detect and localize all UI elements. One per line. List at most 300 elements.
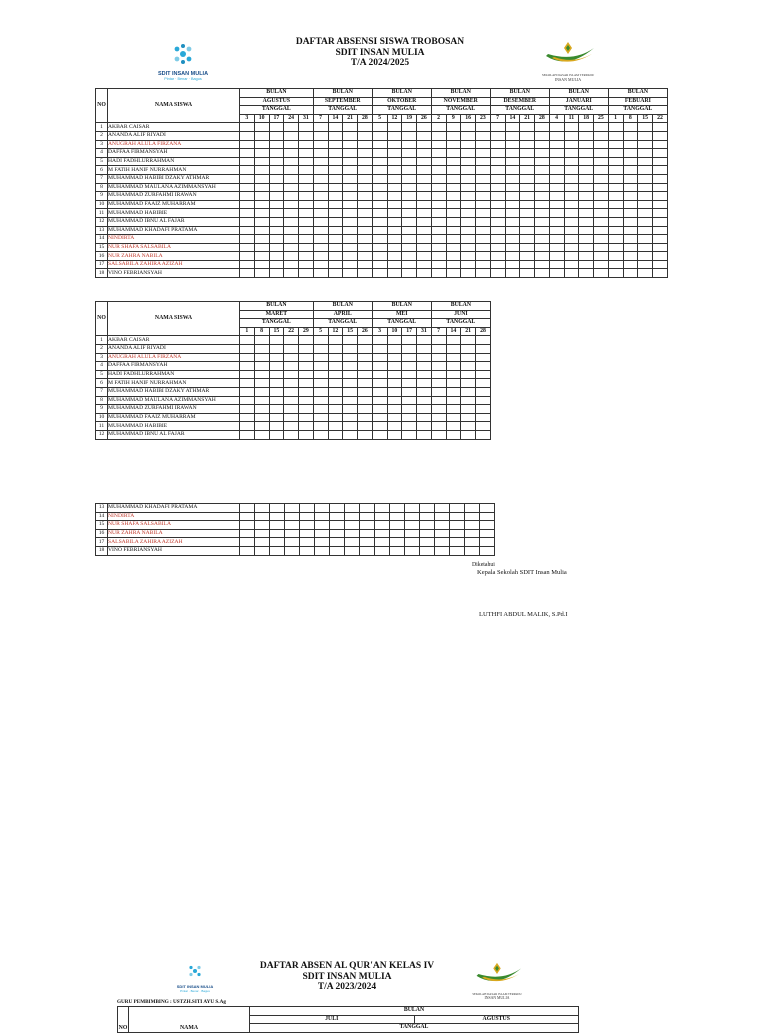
attendance-cell[interactable] — [505, 252, 520, 261]
attendance-cell[interactable] — [240, 123, 255, 132]
attendance-cell[interactable] — [387, 370, 402, 379]
attendance-cell[interactable] — [549, 192, 564, 201]
attendance-cell[interactable] — [343, 413, 358, 422]
attendance-cell[interactable] — [254, 157, 269, 166]
attendance-cell[interactable] — [417, 379, 432, 388]
attendance-cell[interactable] — [372, 260, 387, 269]
attendance-cell[interactable] — [594, 157, 609, 166]
attendance-cell[interactable] — [240, 336, 255, 345]
attendance-cell[interactable] — [476, 166, 491, 175]
attendance-cell[interactable] — [285, 504, 300, 513]
attendance-cell[interactable] — [299, 183, 314, 192]
attendance-cell[interactable] — [313, 362, 328, 371]
attendance-cell[interactable] — [372, 157, 387, 166]
attendance-cell[interactable] — [549, 269, 564, 278]
attendance-cell[interactable] — [402, 174, 417, 183]
attendance-cell[interactable] — [328, 217, 343, 226]
attendance-cell[interactable] — [623, 123, 638, 132]
attendance-cell[interactable] — [417, 217, 432, 226]
attendance-cell[interactable] — [254, 344, 269, 353]
attendance-cell[interactable] — [461, 405, 476, 414]
attendance-cell[interactable] — [461, 149, 476, 158]
attendance-cell[interactable] — [375, 538, 390, 547]
attendance-cell[interactable] — [328, 131, 343, 140]
attendance-cell[interactable] — [269, 430, 284, 439]
attendance-cell[interactable] — [299, 166, 314, 175]
attendance-cell[interactable] — [476, 370, 491, 379]
attendance-cell[interactable] — [299, 217, 314, 226]
attendance-cell[interactable] — [431, 209, 446, 218]
attendance-cell[interactable] — [431, 183, 446, 192]
attendance-cell[interactable] — [417, 269, 432, 278]
attendance-cell[interactable] — [431, 387, 446, 396]
attendance-cell[interactable] — [269, 174, 284, 183]
attendance-cell[interactable] — [420, 546, 435, 555]
attendance-cell[interactable] — [313, 370, 328, 379]
attendance-cell[interactable] — [535, 209, 550, 218]
attendance-cell[interactable] — [446, 422, 461, 431]
attendance-cell[interactable] — [270, 504, 285, 513]
attendance-cell[interactable] — [446, 226, 461, 235]
attendance-cell[interactable] — [505, 209, 520, 218]
attendance-cell[interactable] — [594, 192, 609, 201]
attendance-cell[interactable] — [372, 235, 387, 244]
attendance-cell[interactable] — [313, 413, 328, 422]
attendance-cell[interactable] — [549, 149, 564, 158]
attendance-cell[interactable] — [299, 269, 314, 278]
attendance-cell[interactable] — [653, 131, 668, 140]
attendance-cell[interactable] — [461, 209, 476, 218]
attendance-cell[interactable] — [343, 226, 358, 235]
attendance-cell[interactable] — [461, 200, 476, 209]
attendance-cell[interactable] — [446, 362, 461, 371]
attendance-cell[interactable] — [505, 166, 520, 175]
attendance-cell[interactable] — [372, 140, 387, 149]
attendance-cell[interactable] — [285, 546, 300, 555]
attendance-cell[interactable] — [358, 370, 373, 379]
attendance-cell[interactable] — [285, 521, 300, 530]
attendance-cell[interactable] — [328, 226, 343, 235]
attendance-cell[interactable] — [549, 226, 564, 235]
attendance-cell[interactable] — [446, 370, 461, 379]
attendance-cell[interactable] — [328, 209, 343, 218]
attendance-cell[interactable] — [490, 226, 505, 235]
attendance-cell[interactable] — [476, 344, 491, 353]
attendance-cell[interactable] — [579, 166, 594, 175]
attendance-cell[interactable] — [417, 149, 432, 158]
attendance-cell[interactable] — [461, 379, 476, 388]
attendance-cell[interactable] — [299, 430, 314, 439]
attendance-cell[interactable] — [343, 336, 358, 345]
attendance-cell[interactable] — [358, 269, 373, 278]
attendance-cell[interactable] — [387, 344, 402, 353]
attendance-cell[interactable] — [638, 252, 653, 261]
attendance-cell[interactable] — [623, 217, 638, 226]
attendance-cell[interactable] — [390, 512, 405, 521]
attendance-cell[interactable] — [387, 269, 402, 278]
attendance-cell[interactable] — [372, 252, 387, 261]
attendance-cell[interactable] — [284, 336, 299, 345]
attendance-cell[interactable] — [330, 512, 345, 521]
attendance-cell[interactable] — [269, 269, 284, 278]
attendance-cell[interactable] — [608, 260, 623, 269]
attendance-cell[interactable] — [360, 521, 375, 530]
attendance-cell[interactable] — [254, 405, 269, 414]
attendance-cell[interactable] — [387, 362, 402, 371]
attendance-cell[interactable] — [535, 200, 550, 209]
attendance-cell[interactable] — [255, 538, 270, 547]
attendance-cell[interactable] — [564, 243, 579, 252]
attendance-cell[interactable] — [623, 252, 638, 261]
attendance-cell[interactable] — [358, 192, 373, 201]
attendance-cell[interactable] — [387, 174, 402, 183]
attendance-cell[interactable] — [299, 243, 314, 252]
attendance-cell[interactable] — [358, 243, 373, 252]
attendance-cell[interactable] — [345, 538, 360, 547]
attendance-cell[interactable] — [579, 209, 594, 218]
attendance-cell[interactable] — [417, 200, 432, 209]
attendance-cell[interactable] — [300, 512, 315, 521]
attendance-cell[interactable] — [431, 269, 446, 278]
attendance-cell[interactable] — [520, 149, 535, 158]
attendance-cell[interactable] — [402, 149, 417, 158]
attendance-cell[interactable] — [240, 344, 255, 353]
attendance-cell[interactable] — [313, 260, 328, 269]
attendance-cell[interactable] — [623, 260, 638, 269]
attendance-cell[interactable] — [269, 422, 284, 431]
attendance-cell[interactable] — [505, 200, 520, 209]
attendance-cell[interactable] — [461, 269, 476, 278]
attendance-cell[interactable] — [594, 166, 609, 175]
attendance-cell[interactable] — [446, 140, 461, 149]
attendance-cell[interactable] — [313, 174, 328, 183]
attendance-cell[interactable] — [480, 529, 495, 538]
attendance-cell[interactable] — [490, 157, 505, 166]
attendance-cell[interactable] — [623, 166, 638, 175]
attendance-cell[interactable] — [345, 512, 360, 521]
attendance-cell[interactable] — [535, 252, 550, 261]
attendance-cell[interactable] — [254, 200, 269, 209]
attendance-cell[interactable] — [343, 192, 358, 201]
attendance-cell[interactable] — [240, 269, 255, 278]
attendance-cell[interactable] — [608, 140, 623, 149]
attendance-cell[interactable] — [240, 166, 255, 175]
attendance-cell[interactable] — [328, 336, 343, 345]
attendance-cell[interactable] — [490, 200, 505, 209]
attendance-cell[interactable] — [299, 140, 314, 149]
attendance-cell[interactable] — [284, 140, 299, 149]
attendance-cell[interactable] — [520, 192, 535, 201]
attendance-cell[interactable] — [284, 217, 299, 226]
attendance-cell[interactable] — [240, 430, 255, 439]
attendance-cell[interactable] — [358, 387, 373, 396]
attendance-cell[interactable] — [387, 430, 402, 439]
attendance-cell[interactable] — [446, 430, 461, 439]
attendance-cell[interactable] — [564, 131, 579, 140]
attendance-cell[interactable] — [535, 183, 550, 192]
attendance-cell[interactable] — [254, 362, 269, 371]
attendance-cell[interactable] — [638, 260, 653, 269]
attendance-cell[interactable] — [254, 243, 269, 252]
attendance-cell[interactable] — [240, 149, 255, 158]
attendance-cell[interactable] — [402, 353, 417, 362]
attendance-cell[interactable] — [417, 362, 432, 371]
attendance-cell[interactable] — [387, 379, 402, 388]
attendance-cell[interactable] — [623, 192, 638, 201]
attendance-cell[interactable] — [490, 174, 505, 183]
attendance-cell[interactable] — [240, 260, 255, 269]
attendance-cell[interactable] — [240, 362, 255, 371]
attendance-cell[interactable] — [579, 200, 594, 209]
attendance-cell[interactable] — [461, 430, 476, 439]
attendance-cell[interactable] — [387, 226, 402, 235]
attendance-cell[interactable] — [490, 166, 505, 175]
attendance-cell[interactable] — [446, 405, 461, 414]
attendance-cell[interactable] — [579, 252, 594, 261]
attendance-cell[interactable] — [358, 200, 373, 209]
attendance-cell[interactable] — [299, 413, 314, 422]
attendance-cell[interactable] — [549, 123, 564, 132]
attendance-cell[interactable] — [450, 538, 465, 547]
attendance-cell[interactable] — [608, 243, 623, 252]
attendance-cell[interactable] — [623, 174, 638, 183]
attendance-cell[interactable] — [390, 538, 405, 547]
attendance-cell[interactable] — [284, 149, 299, 158]
attendance-cell[interactable] — [387, 200, 402, 209]
attendance-cell[interactable] — [638, 269, 653, 278]
attendance-cell[interactable] — [435, 512, 450, 521]
attendance-cell[interactable] — [446, 387, 461, 396]
attendance-cell[interactable] — [284, 200, 299, 209]
attendance-cell[interactable] — [269, 362, 284, 371]
attendance-cell[interactable] — [446, 235, 461, 244]
attendance-cell[interactable] — [431, 353, 446, 362]
attendance-cell[interactable] — [579, 243, 594, 252]
attendance-cell[interactable] — [299, 174, 314, 183]
attendance-cell[interactable] — [328, 166, 343, 175]
attendance-cell[interactable] — [387, 243, 402, 252]
attendance-cell[interactable] — [328, 183, 343, 192]
attendance-cell[interactable] — [476, 131, 491, 140]
attendance-cell[interactable] — [343, 235, 358, 244]
attendance-cell[interactable] — [240, 140, 255, 149]
attendance-cell[interactable] — [476, 387, 491, 396]
attendance-cell[interactable] — [564, 226, 579, 235]
attendance-cell[interactable] — [387, 396, 402, 405]
attendance-cell[interactable] — [417, 396, 432, 405]
attendance-cell[interactable] — [284, 183, 299, 192]
attendance-cell[interactable] — [476, 336, 491, 345]
attendance-cell[interactable] — [343, 430, 358, 439]
attendance-cell[interactable] — [299, 396, 314, 405]
attendance-cell[interactable] — [299, 422, 314, 431]
attendance-cell[interactable] — [387, 413, 402, 422]
attendance-cell[interactable] — [417, 370, 432, 379]
attendance-cell[interactable] — [446, 252, 461, 261]
attendance-cell[interactable] — [269, 353, 284, 362]
attendance-cell[interactable] — [420, 504, 435, 513]
attendance-cell[interactable] — [549, 260, 564, 269]
attendance-cell[interactable] — [343, 353, 358, 362]
attendance-cell[interactable] — [313, 217, 328, 226]
attendance-cell[interactable] — [476, 362, 491, 371]
attendance-cell[interactable] — [579, 269, 594, 278]
attendance-cell[interactable] — [564, 166, 579, 175]
attendance-cell[interactable] — [343, 405, 358, 414]
attendance-cell[interactable] — [358, 379, 373, 388]
attendance-cell[interactable] — [240, 422, 255, 431]
attendance-cell[interactable] — [480, 538, 495, 547]
attendance-cell[interactable] — [328, 396, 343, 405]
attendance-cell[interactable] — [476, 226, 491, 235]
attendance-cell[interactable] — [387, 166, 402, 175]
attendance-cell[interactable] — [387, 183, 402, 192]
attendance-cell[interactable] — [535, 217, 550, 226]
attendance-cell[interactable] — [476, 209, 491, 218]
attendance-cell[interactable] — [476, 217, 491, 226]
attendance-cell[interactable] — [270, 538, 285, 547]
attendance-cell[interactable] — [284, 192, 299, 201]
attendance-cell[interactable] — [461, 192, 476, 201]
attendance-cell[interactable] — [461, 336, 476, 345]
attendance-cell[interactable] — [535, 269, 550, 278]
attendance-cell[interactable] — [579, 226, 594, 235]
attendance-cell[interactable] — [461, 252, 476, 261]
attendance-cell[interactable] — [594, 209, 609, 218]
attendance-cell[interactable] — [358, 209, 373, 218]
attendance-cell[interactable] — [299, 209, 314, 218]
attendance-cell[interactable] — [375, 529, 390, 538]
attendance-cell[interactable] — [490, 192, 505, 201]
attendance-cell[interactable] — [431, 396, 446, 405]
attendance-cell[interactable] — [299, 149, 314, 158]
attendance-cell[interactable] — [269, 387, 284, 396]
attendance-cell[interactable] — [284, 157, 299, 166]
attendance-cell[interactable] — [313, 192, 328, 201]
attendance-cell[interactable] — [535, 235, 550, 244]
attendance-cell[interactable] — [284, 243, 299, 252]
attendance-cell[interactable] — [535, 131, 550, 140]
attendance-cell[interactable] — [330, 521, 345, 530]
attendance-cell[interactable] — [505, 226, 520, 235]
attendance-cell[interactable] — [254, 269, 269, 278]
attendance-cell[interactable] — [549, 252, 564, 261]
attendance-cell[interactable] — [594, 226, 609, 235]
attendance-cell[interactable] — [313, 226, 328, 235]
attendance-cell[interactable] — [653, 174, 668, 183]
attendance-cell[interactable] — [420, 512, 435, 521]
attendance-cell[interactable] — [594, 149, 609, 158]
attendance-cell[interactable] — [549, 183, 564, 192]
attendance-cell[interactable] — [417, 174, 432, 183]
attendance-cell[interactable] — [299, 336, 314, 345]
attendance-cell[interactable] — [343, 200, 358, 209]
attendance-cell[interactable] — [653, 235, 668, 244]
attendance-cell[interactable] — [328, 252, 343, 261]
attendance-cell[interactable] — [387, 422, 402, 431]
attendance-cell[interactable] — [402, 226, 417, 235]
attendance-cell[interactable] — [299, 370, 314, 379]
attendance-cell[interactable] — [549, 200, 564, 209]
attendance-cell[interactable] — [490, 243, 505, 252]
attendance-cell[interactable] — [405, 546, 420, 555]
attendance-cell[interactable] — [520, 166, 535, 175]
attendance-cell[interactable] — [417, 422, 432, 431]
attendance-cell[interactable] — [564, 183, 579, 192]
attendance-cell[interactable] — [270, 529, 285, 538]
attendance-cell[interactable] — [343, 379, 358, 388]
attendance-cell[interactable] — [313, 149, 328, 158]
attendance-cell[interactable] — [446, 217, 461, 226]
attendance-cell[interactable] — [240, 538, 255, 547]
attendance-cell[interactable] — [480, 546, 495, 555]
attendance-cell[interactable] — [387, 149, 402, 158]
attendance-cell[interactable] — [270, 546, 285, 555]
attendance-cell[interactable] — [608, 209, 623, 218]
attendance-cell[interactable] — [431, 157, 446, 166]
attendance-cell[interactable] — [299, 362, 314, 371]
attendance-cell[interactable] — [345, 521, 360, 530]
attendance-cell[interactable] — [480, 512, 495, 521]
attendance-cell[interactable] — [299, 131, 314, 140]
attendance-cell[interactable] — [405, 512, 420, 521]
attendance-cell[interactable] — [417, 387, 432, 396]
attendance-cell[interactable] — [431, 252, 446, 261]
attendance-cell[interactable] — [240, 353, 255, 362]
attendance-cell[interactable] — [608, 123, 623, 132]
attendance-cell[interactable] — [372, 413, 387, 422]
attendance-cell[interactable] — [315, 512, 330, 521]
attendance-cell[interactable] — [564, 174, 579, 183]
attendance-cell[interactable] — [358, 336, 373, 345]
attendance-cell[interactable] — [313, 140, 328, 149]
attendance-cell[interactable] — [653, 157, 668, 166]
attendance-cell[interactable] — [402, 405, 417, 414]
attendance-cell[interactable] — [461, 396, 476, 405]
attendance-cell[interactable] — [343, 269, 358, 278]
attendance-cell[interactable] — [372, 387, 387, 396]
attendance-cell[interactable] — [402, 370, 417, 379]
attendance-cell[interactable] — [284, 269, 299, 278]
attendance-cell[interactable] — [476, 174, 491, 183]
attendance-cell[interactable] — [240, 370, 255, 379]
attendance-cell[interactable] — [623, 149, 638, 158]
attendance-cell[interactable] — [240, 235, 255, 244]
attendance-cell[interactable] — [328, 243, 343, 252]
attendance-cell[interactable] — [608, 174, 623, 183]
attendance-cell[interactable] — [313, 123, 328, 132]
attendance-cell[interactable] — [490, 269, 505, 278]
attendance-cell[interactable] — [594, 260, 609, 269]
attendance-cell[interactable] — [343, 166, 358, 175]
attendance-cell[interactable] — [594, 235, 609, 244]
attendance-cell[interactable] — [417, 344, 432, 353]
attendance-cell[interactable] — [313, 166, 328, 175]
attendance-cell[interactable] — [638, 192, 653, 201]
attendance-cell[interactable] — [269, 123, 284, 132]
attendance-cell[interactable] — [254, 140, 269, 149]
attendance-cell[interactable] — [372, 370, 387, 379]
attendance-cell[interactable] — [285, 512, 300, 521]
attendance-cell[interactable] — [402, 235, 417, 244]
attendance-cell[interactable] — [313, 430, 328, 439]
attendance-cell[interactable] — [405, 504, 420, 513]
attendance-cell[interactable] — [417, 123, 432, 132]
attendance-cell[interactable] — [653, 269, 668, 278]
attendance-cell[interactable] — [358, 235, 373, 244]
attendance-cell[interactable] — [330, 529, 345, 538]
attendance-cell[interactable] — [476, 269, 491, 278]
